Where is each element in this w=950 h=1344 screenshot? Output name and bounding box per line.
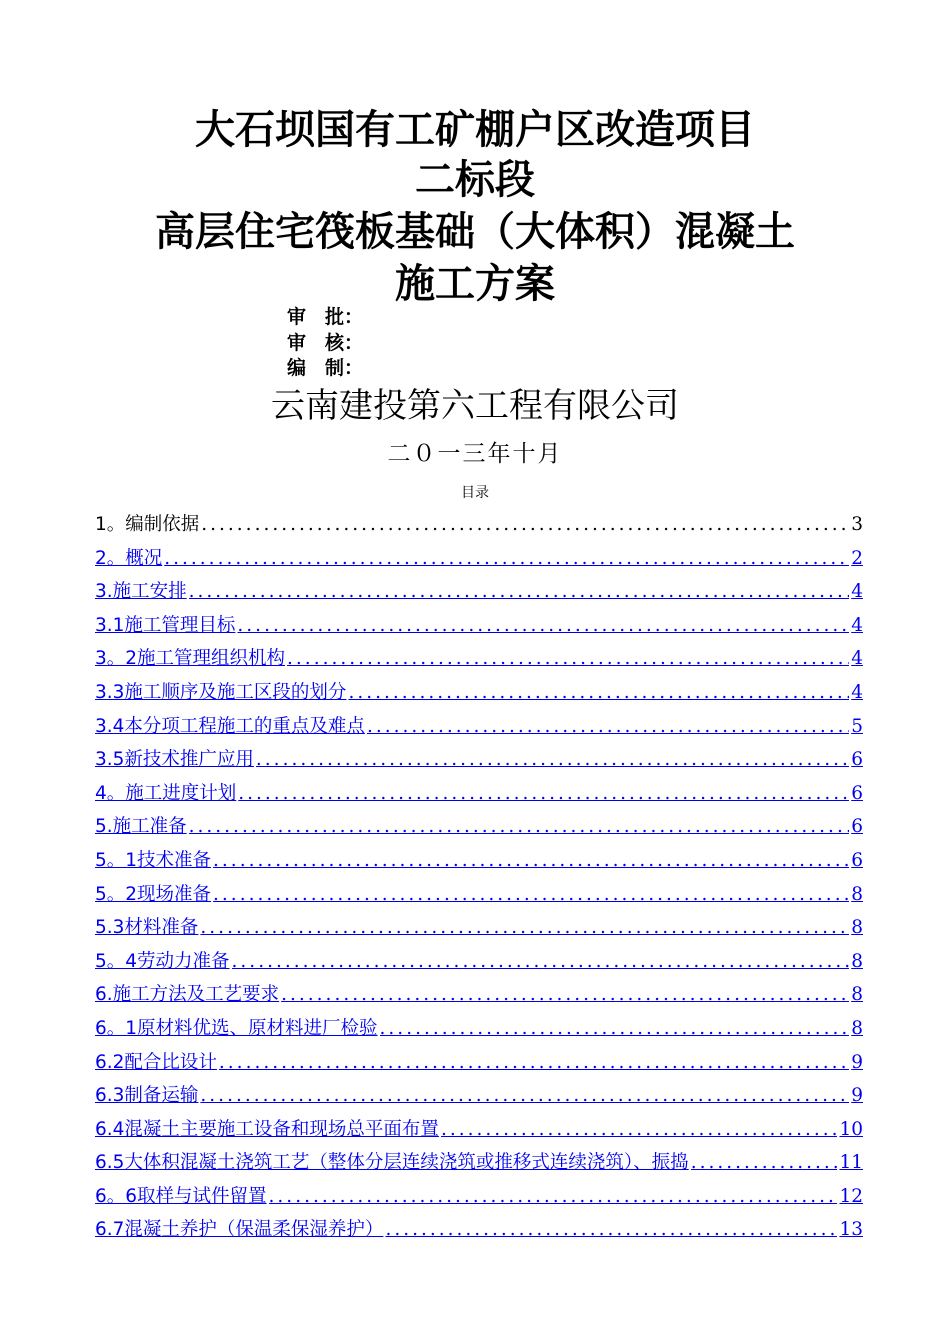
document-date: 二０一三年十月	[387, 441, 563, 467]
toc-entry-title: 6。6取样与试件留置	[95, 1185, 267, 1207]
toc-dot-leader	[213, 850, 849, 871]
toc-entry-page: 5	[851, 715, 863, 737]
toc-dot-leader	[256, 749, 849, 770]
toc-entry-title: 3.1施工管理目标	[95, 614, 236, 636]
toc-entry-title: 3.5新技术推广应用	[95, 749, 254, 771]
toc-entry[interactable]	[95, 1115, 863, 1149]
toc-entry-title: 1。编制依据	[95, 514, 200, 535]
toc-dot-leader	[238, 783, 849, 804]
toc-entry-page: 13	[839, 1219, 863, 1241]
toc-entry-page: 4	[851, 648, 863, 670]
toc-entry-page: 9	[851, 1051, 863, 1073]
toc-entry-page: 9	[851, 1085, 863, 1107]
toc-heading: 目录	[461, 485, 489, 501]
toc-dot-leader	[189, 816, 850, 837]
toc-entry-title: 6.5大体积混凝土浇筑工艺（整体分层连续浇筑或推移式连续浇筑）、振捣	[95, 1152, 689, 1174]
toc-dot-leader	[287, 648, 849, 669]
toc-entry-page: 12	[839, 1185, 863, 1207]
toc-entry[interactable]	[95, 1081, 863, 1115]
toc-entry[interactable]	[95, 1215, 863, 1249]
toc-entry-page: 8	[851, 883, 863, 905]
toc-entry[interactable]	[95, 1048, 863, 1082]
signoff-review	[287, 332, 364, 354]
toc-dot-leader	[164, 548, 849, 569]
toc-dot-leader	[385, 1219, 837, 1240]
toc-entry-page: 8	[851, 984, 863, 1006]
toc-entry-title: 3。2施工管理组织机构	[95, 648, 286, 670]
toc-entry[interactable]	[95, 510, 863, 544]
toc-entry[interactable]	[95, 577, 863, 611]
signoff-approve-label: 审 批：	[287, 306, 364, 328]
toc-entry[interactable]	[95, 1148, 863, 1182]
title-line-project: 大石坝国有工矿棚户区改造项目	[195, 107, 755, 153]
toc-entry-page: 8	[851, 917, 863, 939]
toc-entry-title: 5.3材料准备	[95, 917, 199, 939]
toc-dot-leader	[691, 1152, 838, 1173]
toc-entry-title: 3.3施工顺序及施工区段的划分	[95, 681, 347, 703]
toc-entry-page: 8	[851, 1017, 863, 1039]
toc-entry-title: 6.2配合比设计	[95, 1051, 217, 1073]
toc-entry-page: 6	[851, 782, 863, 804]
toc-entry-title: 5。2现场准备	[95, 883, 212, 905]
toc-entry-title: 6.施工方法及工艺要求	[95, 984, 280, 1006]
table-of-contents	[95, 510, 863, 1249]
toc-entry-page: 4	[851, 581, 863, 603]
toc-entry-title: 2。概况	[95, 547, 163, 569]
company-name: 云南建投第六工程有限公司	[271, 386, 679, 426]
toc-entry-page: 4	[851, 614, 863, 636]
toc-dot-leader	[189, 581, 850, 602]
toc-entry-page: 6	[851, 849, 863, 871]
toc-entry[interactable]	[95, 846, 863, 880]
signoff-compile-label: 编 制：	[287, 357, 364, 379]
toc-dot-leader	[348, 682, 849, 703]
toc-dot-leader	[232, 951, 850, 972]
toc-entry[interactable]	[95, 644, 863, 678]
signoff-compile	[287, 357, 364, 379]
signoff-review-label: 审 核：	[287, 332, 364, 354]
toc-entry-title: 5.施工准备	[95, 816, 187, 838]
toc-entry[interactable]	[95, 779, 863, 813]
toc-entry[interactable]	[95, 678, 863, 712]
toc-entry-title: 3.施工安排	[95, 581, 187, 603]
toc-dot-leader	[237, 615, 849, 636]
toc-entry-page: 11	[839, 1152, 863, 1174]
toc-dot-leader	[281, 984, 849, 1005]
toc-dot-leader	[213, 884, 849, 905]
toc-dot-leader	[201, 514, 849, 535]
toc-dot-leader	[441, 1119, 838, 1140]
toc-entry[interactable]	[95, 947, 863, 981]
toc-entry-page: 6	[851, 816, 863, 838]
toc-entry[interactable]	[95, 980, 863, 1014]
toc-entry[interactable]	[95, 611, 863, 645]
toc-entry-title: 3.4本分项工程施工的重点及难点	[95, 715, 365, 737]
toc-dot-leader	[367, 716, 849, 737]
toc-entry-title: 6。1原材料优选、原材料进厂检验	[95, 1017, 378, 1039]
toc-entry-page: 10	[839, 1118, 863, 1140]
toc-entry-page: 2	[851, 547, 863, 569]
toc-dot-leader	[269, 1186, 838, 1207]
toc-entry[interactable]	[95, 880, 863, 914]
toc-dot-leader	[200, 1085, 849, 1106]
toc-entry-page: 8	[851, 950, 863, 972]
toc-entry-title: 4。施工进度计划	[95, 782, 237, 804]
toc-entry-page: 3	[851, 514, 863, 535]
signoff-approve	[287, 306, 364, 328]
toc-entry-title: 5。4劳动力准备	[95, 950, 230, 972]
toc-entry-page: 4	[851, 681, 863, 703]
toc-entry-title: 5。1技术准备	[95, 849, 212, 871]
toc-entry[interactable]	[95, 913, 863, 947]
toc-entry[interactable]	[95, 1182, 863, 1216]
title-line-subject: 高层住宅筏板基础（大体积）混凝土	[155, 209, 795, 255]
toc-entry[interactable]	[95, 544, 863, 578]
toc-entry[interactable]	[95, 812, 863, 846]
toc-dot-leader	[380, 1018, 850, 1039]
toc-entry-title: 6.4混凝土主要施工设备和现场总平面布置	[95, 1118, 439, 1140]
title-line-plan: 施工方案	[395, 261, 555, 307]
toc-dot-leader	[200, 917, 849, 938]
toc-dot-leader	[219, 1052, 849, 1073]
title-line-section: 二标段	[415, 157, 535, 203]
toc-entry-title: 6.7混凝土养护（保温柔保湿养护）	[95, 1219, 384, 1241]
toc-entry-page: 6	[851, 749, 863, 771]
toc-entry-title: 6.3制备运输	[95, 1085, 199, 1107]
toc-entry[interactable]	[95, 745, 863, 779]
toc-entry[interactable]	[95, 712, 863, 746]
toc-entry[interactable]	[95, 1014, 863, 1048]
